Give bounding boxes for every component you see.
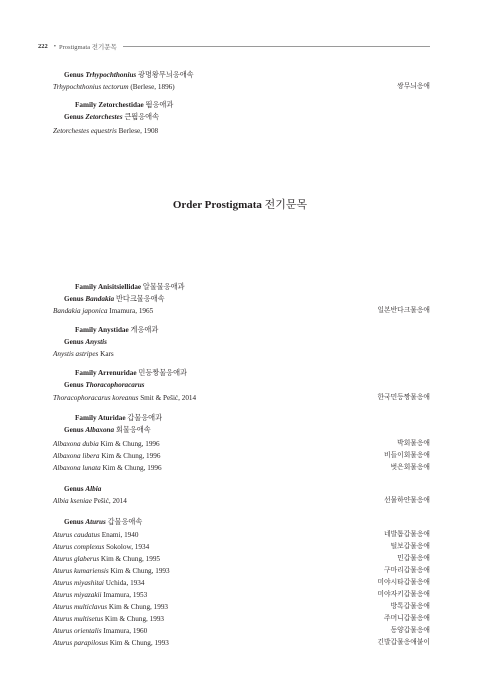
species-binomial: Aturus complexus [53, 543, 105, 551]
species-author: Imamura, 1965 [109, 307, 154, 315]
species-entry [53, 126, 430, 136]
running-title: Prostigmata 전기문목 [59, 43, 117, 51]
genus-entry [64, 337, 441, 347]
genus-entry [64, 112, 441, 122]
genus-entry [64, 294, 441, 304]
species-author: Enami, 1940 [101, 531, 139, 539]
family-entry [75, 368, 452, 378]
species-author: Imamura, 1953 [103, 591, 148, 599]
species-binomial: Albaxona lunata [53, 464, 101, 472]
species-entry [53, 306, 430, 316]
species-binomial: Aturus miyazakii [53, 591, 102, 599]
species-korean-name: 미야자키갑물응애 [377, 591, 430, 598]
species-entry [53, 590, 430, 600]
species-binomial: Aturus multiclavus [53, 603, 108, 611]
species-author: Kim & Chung, 1995 [100, 555, 161, 563]
header-rule [123, 46, 430, 47]
order-heading [0, 196, 480, 212]
species-korean-name: 한국민등짱물응애 [377, 394, 430, 401]
species-binomial: Anystis astripes [53, 350, 99, 358]
species-author: Kim & Chung, 1996 [100, 440, 160, 448]
species-author: Kim & Chung, 1993 [108, 603, 169, 611]
genus-rank-label: Genus [64, 295, 86, 303]
family-korean-name: 갑물응애과 [127, 414, 163, 422]
genus-korean-name: 갑물응애속 [107, 518, 143, 526]
species-entry [53, 614, 430, 624]
species-entry [53, 566, 430, 576]
species-author: Kim & Chung, 1996 [101, 452, 161, 460]
species-binomial: Aturus orientalis [53, 627, 102, 635]
genus-rank-label: Genus [64, 381, 86, 389]
genus-entry [64, 425, 441, 435]
species-korean-name: 벗은회물응애 [390, 464, 430, 471]
species-korean-name: 비들이회물응애 [384, 452, 430, 459]
species-author: Smit & Pešić, 2014 [140, 394, 197, 402]
family-latin-name: Zetorchestidae [98, 101, 144, 109]
species-binomial: Aturus kumariensis [53, 567, 109, 575]
species-korean-name: 구마리갑물응애 [384, 567, 430, 574]
species-korean-name: 동양갑물응애 [390, 627, 430, 634]
genus-entry [64, 484, 441, 494]
species-entry [53, 626, 430, 636]
species-korean-name: 민갑물응애 [397, 555, 430, 562]
genus-latin-name: Aturus [85, 518, 106, 526]
species-binomial: Thoracophoracarus koreanus [53, 394, 139, 402]
species-korean-name: 일본반다크물응애 [377, 307, 430, 314]
family-latin-name: Arrenuridae [97, 369, 137, 377]
species-binomial: Bandakia japonica [53, 307, 108, 315]
order-latin: Order Prostigmata [172, 199, 262, 211]
genus-rank-label: Genus [64, 71, 86, 79]
species-author: Kim & Chung, 1993 [109, 639, 169, 647]
genus-rank-label: Genus [64, 485, 86, 493]
species-author: Kim & Chung, 1993 [104, 615, 165, 623]
family-entry [75, 413, 452, 423]
family-rank-label: Family [75, 101, 99, 109]
species-korean-name: 털보갑물응애 [390, 543, 430, 550]
family-entry [75, 282, 452, 292]
family-rank-label: Family [75, 414, 98, 422]
species-korean-name: 박회물응애 [397, 440, 430, 447]
genus-entry [64, 70, 441, 80]
species-entry [53, 82, 430, 92]
species-binomial: Trhypochthonius tectorum [53, 83, 129, 91]
species-binomial: Aturus miyashitai [53, 579, 104, 587]
genus-latin-name: Thoracophoracarus [85, 381, 145, 389]
species-korean-name: 선물하얀물응애 [384, 497, 430, 504]
genus-latin-name: Anystis [85, 338, 107, 346]
genus-korean-name: 반다크물응애속 [115, 295, 165, 303]
species-entry [53, 578, 430, 588]
family-korean-name: 알물물응애과 [142, 283, 185, 291]
species-author: (Berlese, 1896) [130, 83, 175, 91]
family-rank-label: Family [75, 326, 98, 334]
species-entry [53, 542, 430, 552]
genus-rank-label: Genus [64, 518, 86, 526]
species-binomial: Aturus glaberus [53, 555, 100, 563]
species-binomial: Albaxona dubia [53, 440, 99, 448]
family-korean-name: 민등짱물응애과 [138, 369, 187, 377]
family-entry [75, 325, 452, 335]
genus-rank-label: Genus [64, 338, 86, 346]
species-entry [53, 638, 430, 648]
family-rank-label: Family [75, 283, 98, 291]
genus-entry [64, 517, 441, 527]
order-korean: 전기문목 [264, 199, 308, 211]
genus-latin-name: Bandakia [85, 295, 115, 303]
species-binomial: Albia kseniae [53, 497, 92, 505]
family-latin-name: Anisitsiellidae [97, 283, 142, 291]
species-korean-name: 미야시타갑물응애 [377, 579, 430, 586]
species-korean-name: 네발톱갑물응애 [384, 531, 430, 538]
species-binomial: Aturus caudatus [53, 531, 100, 539]
species-entry [53, 554, 430, 564]
genus-korean-name: 광명왕무늬응애속 [138, 71, 194, 79]
species-author: Kim & Chung, 1996 [102, 464, 162, 472]
species-entry [53, 463, 430, 473]
family-rank-label: Family [75, 369, 98, 377]
family-latin-name: Anystidae [97, 326, 129, 334]
species-korean-name: 방톡갑물응애 [390, 603, 430, 610]
family-latin-name: Aturidae [97, 414, 126, 422]
genus-latin-name: Albaxona [85, 426, 115, 434]
species-author: Imamura, 1960 [103, 627, 148, 635]
species-binomial: Zetorchestes equestris [53, 127, 117, 135]
species-author: Kim & Chung, 1993 [110, 567, 170, 575]
genus-rank-label: Genus [64, 113, 86, 121]
genus-rank-label: Genus [64, 426, 86, 434]
species-author: Berlese, 1908 [118, 127, 159, 135]
family-korean-name: 게응애과 [130, 326, 159, 334]
genus-latin-name: Albia [85, 485, 102, 493]
page-number: 222 [38, 42, 48, 50]
species-entry [53, 451, 430, 461]
genus-latin-name: Zetorchestes [85, 113, 123, 121]
species-binomial: Aturus multisetus [53, 615, 104, 623]
species-korean-name: 쌍무늬응애 [397, 83, 430, 90]
species-entry [53, 349, 430, 359]
family-entry [75, 100, 452, 110]
genus-korean-name: 큰뛈응애속 [124, 113, 160, 121]
species-entry [53, 393, 430, 403]
genus-korean-name: 회물응애속 [115, 426, 151, 434]
species-author: Uchida, 1934 [105, 579, 145, 587]
species-entry [53, 496, 430, 506]
species-author: Kars [100, 350, 114, 358]
species-entry [53, 439, 430, 449]
header-bullet: • [53, 42, 57, 50]
species-binomial: Albaxona libera [53, 452, 100, 460]
species-entry [53, 530, 430, 540]
species-author: Sokolow, 1934 [106, 543, 150, 551]
species-korean-name: 주머니갑물응애 [384, 615, 430, 622]
species-korean-name: 긴발갑물응애붙이 [377, 639, 430, 646]
species-author: Pešić, 2014 [93, 497, 127, 505]
species-binomial: Aturus parapilosus [53, 639, 108, 647]
genus-entry [64, 380, 441, 390]
genus-latin-name: Trhypochthonius [85, 71, 137, 79]
species-entry [53, 602, 430, 612]
running-header [38, 40, 430, 52]
family-korean-name: 뛈응애과 [145, 101, 174, 109]
